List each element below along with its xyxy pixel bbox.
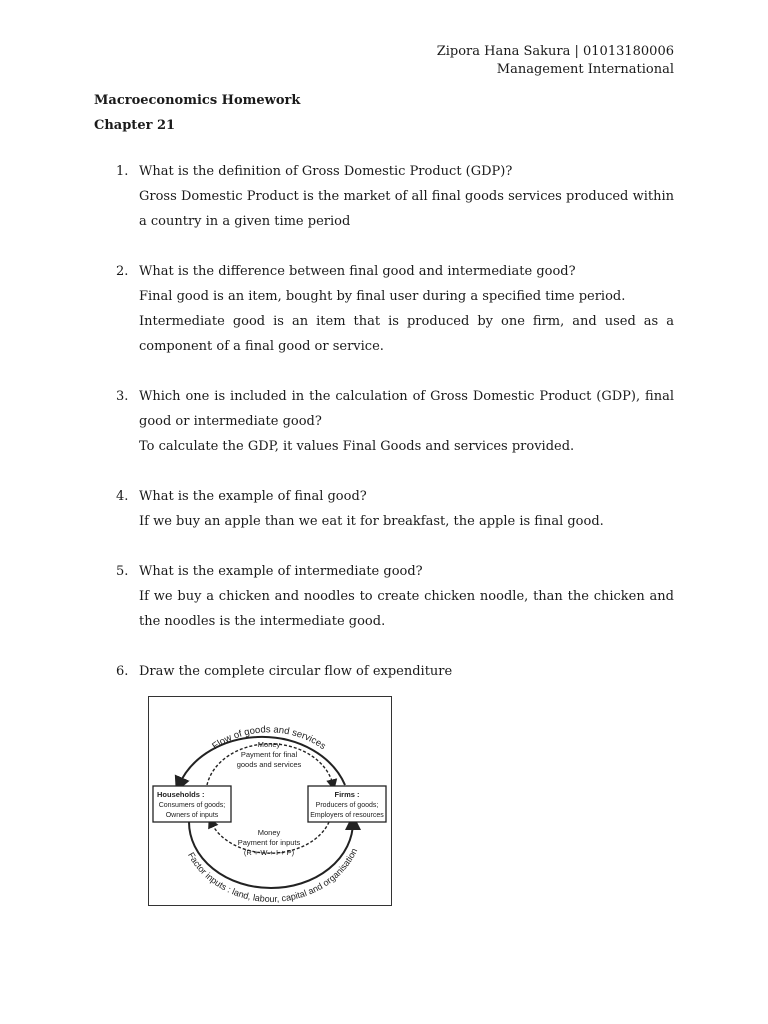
question-number: 1. bbox=[116, 164, 129, 179]
households-line: Consumers of goods; bbox=[158, 802, 226, 809]
question-item bbox=[94, 559, 674, 634]
answer-text: Intermediate good is an item that is produced by one firm, and used as a component of a final good or service. bbox=[139, 314, 674, 354]
households-box bbox=[153, 786, 231, 822]
answer-text: Gross Domestic Product is the market of all final goods services produced within a country in a given time period bbox=[139, 189, 674, 229]
circular-flow-diagram bbox=[148, 696, 392, 906]
question-item bbox=[94, 384, 674, 459]
chapter-label: Chapter 21 bbox=[94, 118, 176, 133]
document-title: Macroeconomics Homework bbox=[94, 93, 301, 108]
question-number: 3. bbox=[116, 389, 129, 404]
question-number: 4. bbox=[116, 489, 129, 504]
answer-text: If we buy an apple than we eat it for breakfast, the apple is final good. bbox=[139, 514, 604, 529]
question-text: Draw the complete circular flow of expenditure bbox=[139, 664, 453, 679]
households-title: Households : bbox=[157, 790, 205, 799]
question-item bbox=[94, 484, 674, 534]
question-text: What is the example of intermediate good? bbox=[139, 564, 423, 579]
question-number: 2. bbox=[116, 264, 129, 279]
question-number: 5. bbox=[116, 564, 129, 579]
households-line: Owners of inputs bbox=[165, 812, 219, 819]
question-number: 6. bbox=[116, 664, 129, 679]
bottom-arc-label: Factor inputs : land, labour, capital and organisation bbox=[185, 846, 360, 904]
question-text: What is the difference between final good and intermediate good? bbox=[139, 264, 576, 279]
author-line: Zipora Hana Sakura | 01013180006 bbox=[436, 44, 674, 59]
question-text: Which one is included in the calculation of Gross Domestic Product (GDP), final good or intermediate good? bbox=[139, 389, 674, 429]
header bbox=[437, 43, 674, 79]
answer-text: To calculate the GDP, it values Final Goods and services provided. bbox=[139, 439, 575, 454]
bottom-money-label: Money bbox=[257, 828, 281, 837]
top-money-label: Money bbox=[257, 740, 281, 749]
question-item bbox=[94, 659, 674, 684]
firms-box bbox=[308, 786, 386, 822]
firms-line: Employers of resources bbox=[310, 812, 384, 819]
top-money-label: goods and services bbox=[236, 760, 302, 769]
program-name: Management International bbox=[496, 62, 674, 77]
top-money-label: Payment for final bbox=[240, 750, 298, 759]
bottom-money-label: Payment for inputs bbox=[237, 838, 301, 847]
bottom-money-label: (R + W + I + P) bbox=[243, 848, 295, 857]
top-arc-label: Flow of goods and services bbox=[210, 724, 328, 753]
question-item bbox=[94, 159, 674, 234]
question-list bbox=[94, 159, 674, 709]
question-item bbox=[94, 259, 674, 359]
question-text: What is the example of final good? bbox=[139, 489, 367, 504]
question-text: What is the definition of Gross Domestic Product (GDP)? bbox=[139, 164, 513, 179]
firms-line: Producers of goods; bbox=[315, 802, 379, 809]
circular-flow-svg bbox=[149, 697, 390, 904]
answer-text: If we buy a chicken and noodles to create chicken noodle, than the chicken and the noodles is the intermediate good. bbox=[139, 589, 674, 629]
title-block bbox=[94, 88, 300, 138]
firms-title: Firms : bbox=[334, 790, 360, 799]
answer-text: Final good is an item, bought by final user during a specified time period. bbox=[139, 289, 626, 304]
